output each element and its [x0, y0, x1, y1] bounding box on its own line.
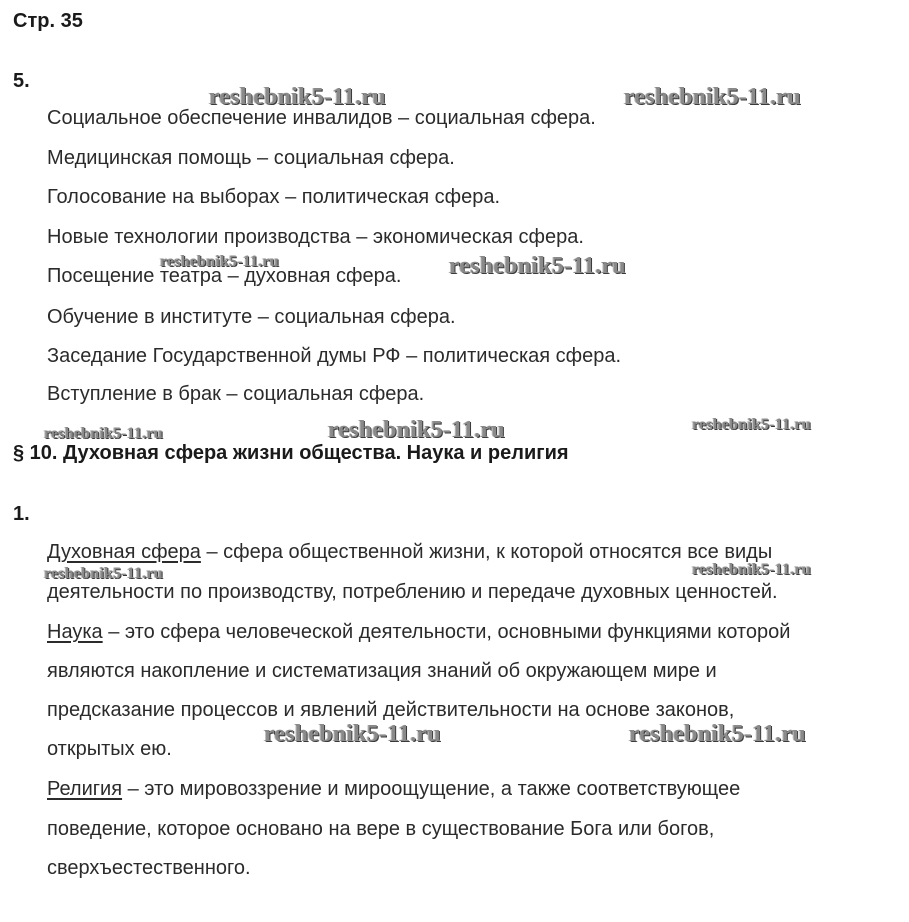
- task-5-line-5: Посещение театра – духовная сфера.: [47, 265, 402, 287]
- section-title: § 10. Духовная сфера жизни общества. Наука и религия: [13, 442, 569, 464]
- task-5-line-3: Голосование на выборах – политическая сфера.: [47, 186, 501, 208]
- definition-science-text: – это сфера человеческой деятельности, основными функциями которой: [102, 621, 791, 643]
- watermark: reshebnik5-11.ru: [264, 721, 441, 747]
- watermark: reshebnik5-11.ru: [692, 416, 811, 433]
- term-religion: Религия: [47, 778, 123, 800]
- definition-religion-line-2: поведение, которое основано на вере в существование Бога или богов,: [47, 818, 715, 840]
- definition-spiritual-text: – сфера общественной жизни, к которой относятся все виды: [200, 541, 773, 563]
- term-science: Наука: [47, 621, 103, 643]
- task-5-number: 5.: [13, 70, 30, 92]
- definition-religion-line-1: [47, 778, 740, 801]
- definition-spiritual-line-1: [47, 541, 772, 564]
- watermark: reshebnik5-11.ru: [692, 561, 811, 578]
- watermark: reshebnik5-11.ru: [209, 84, 386, 110]
- term-spiritual-sphere: Духовная сфера: [47, 541, 201, 563]
- definition-science-line-1: [47, 621, 790, 644]
- watermark: reshebnik5-11.ru: [624, 84, 801, 110]
- task-5-line-4: Новые технологии производства – экономическая сфера.: [47, 226, 584, 248]
- watermark: reshebnik5-11.ru: [449, 253, 626, 279]
- watermark: reshebnik5-11.ru: [44, 565, 163, 582]
- watermark: reshebnik5-11.ru: [160, 253, 279, 270]
- watermark: reshebnik5-11.ru: [328, 417, 505, 443]
- watermark: reshebnik5-11.ru: [629, 721, 806, 747]
- definition-religion-line-3: сверхъестественного.: [47, 857, 251, 879]
- task-5-line-7: Заседание Государственной думы РФ – политическая сфера.: [47, 345, 622, 367]
- watermark: reshebnik5-11.ru: [44, 425, 163, 442]
- task-1-number: 1.: [13, 503, 30, 525]
- definition-science-line-2: являются накопление и систематизация знаний об окружающем мире и: [47, 660, 717, 682]
- definition-science-line-3: предсказание процессов и явлений действительности на основе законов,: [47, 699, 735, 721]
- definition-religion-text: – это мировоззрение и мироощущение, а также соответствующее: [122, 778, 741, 800]
- task-5-line-2: Медицинская помощь – социальная сфера.: [47, 147, 455, 169]
- page-label: Стр. 35: [13, 10, 83, 32]
- definition-science-line-4: открытых ею.: [47, 738, 172, 760]
- task-5-line-6: Обучение в институте – социальная сфера.: [47, 306, 456, 328]
- definition-spiritual-line-2: деятельности по производству, потреблению и передаче духовных ценностей.: [47, 581, 778, 603]
- task-5-line-1: Социальное обеспечение инвалидов – социальная сфера.: [47, 107, 596, 129]
- task-5-line-8: Вступление в брак – социальная сфера.: [47, 383, 425, 405]
